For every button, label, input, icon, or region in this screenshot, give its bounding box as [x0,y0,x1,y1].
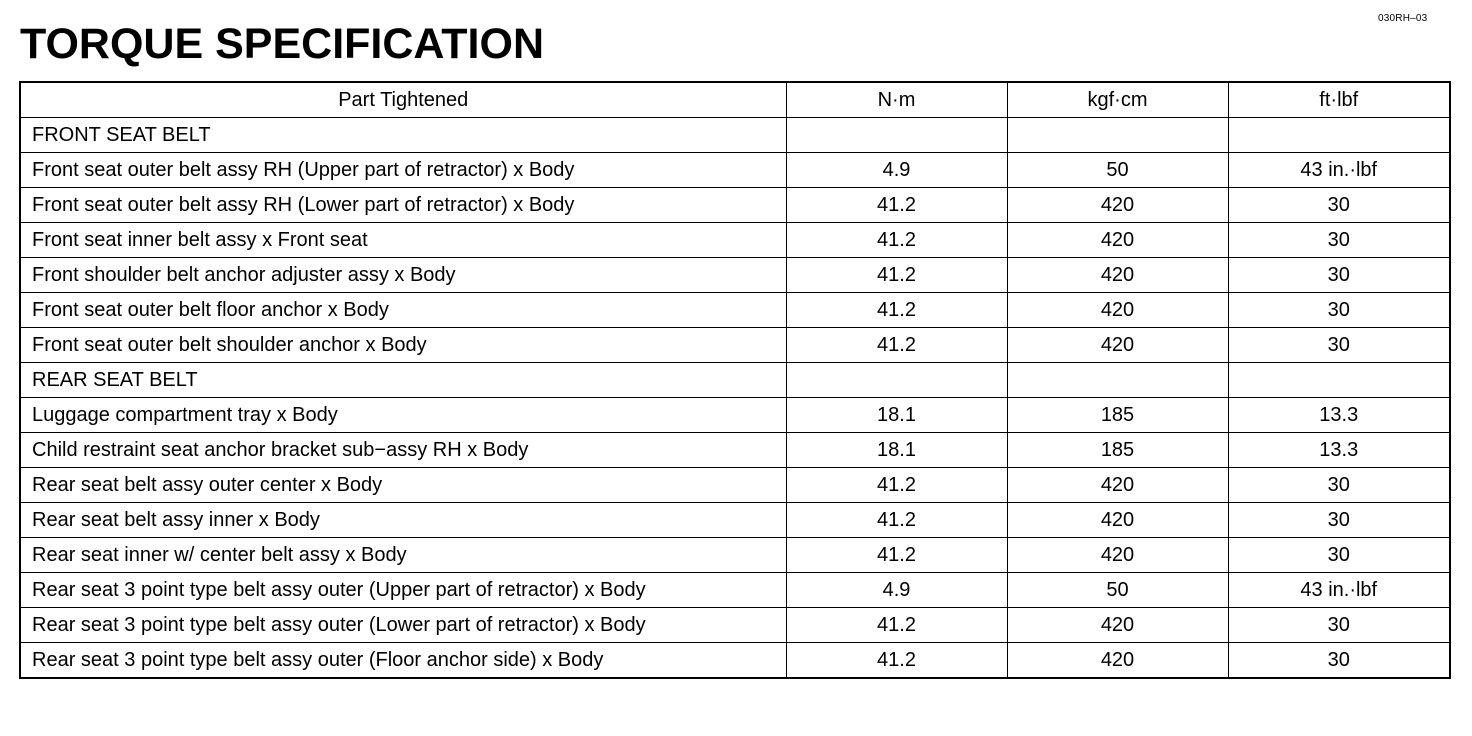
nm-cell: 41.2 [786,468,1007,503]
nm-cell: 18.1 [786,433,1007,468]
nm-cell: 41.2 [786,608,1007,643]
nm-cell: 41.2 [786,223,1007,258]
kgf-cm-cell: 420 [1007,188,1228,223]
kgf-cm-cell: 420 [1007,223,1228,258]
ft-lbf-cell [1228,363,1450,398]
part-cell: Rear seat 3 point type belt assy outer (Lower part of retractor) x Body [20,608,786,643]
table-row [20,223,1450,258]
kgf-cm-cell: 185 [1007,433,1228,468]
document-code: 030RH–03 [1378,13,1428,24]
kgf-cm-cell: 420 [1007,328,1228,363]
kgf-cm-cell: 420 [1007,503,1228,538]
ft-lbf-cell [1228,118,1450,153]
ft-lbf-cell: 13.3 [1228,433,1450,468]
part-cell: Rear seat 3 point type belt assy outer (Upper part of retractor) x Body [20,573,786,608]
kgf-cm-cell [1007,118,1228,153]
kgf-cm-cell: 50 [1007,153,1228,188]
kgf-cm-cell: 420 [1007,258,1228,293]
table-row [20,293,1450,328]
table-row [20,538,1450,573]
part-cell: Child restraint seat anchor bracket sub−assy RH x Body [20,433,786,468]
part-cell: Front seat outer belt assy RH (Lower part of retractor) x Body [20,188,786,223]
part-cell: FRONT SEAT BELT [20,118,786,153]
table-row [20,188,1450,223]
kgf-cm-cell: 420 [1007,468,1228,503]
nm-cell: 41.2 [786,503,1007,538]
part-cell: Luggage compartment tray x Body [20,398,786,433]
ft-lbf-cell: 13.3 [1228,398,1450,433]
ft-lbf-cell: 30 [1228,188,1450,223]
kgf-cm-cell: 420 [1007,538,1228,573]
ft-lbf-cell: 30 [1228,538,1450,573]
part-cell: Front shoulder belt anchor adjuster assy x Body [20,258,786,293]
table-row [20,503,1450,538]
table-row [20,258,1450,293]
part-cell: Rear seat belt assy outer center x Body [20,468,786,503]
kgf-cm-cell: 50 [1007,573,1228,608]
ft-lbf-cell: 30 [1228,223,1450,258]
column-header-kgf-cm: kgf·cm [1007,82,1228,118]
part-cell: Front seat outer belt shoulder anchor x Body [20,328,786,363]
table-row [20,398,1450,433]
ft-lbf-cell: 43 in.·lbf [1228,153,1450,188]
nm-cell: 41.2 [786,328,1007,363]
nm-cell: 41.2 [786,188,1007,223]
kgf-cm-cell [1007,363,1228,398]
nm-cell: 18.1 [786,398,1007,433]
ft-lbf-cell: 30 [1228,643,1450,679]
column-header-ft-lbf: ft·lbf [1228,82,1450,118]
table-row [20,643,1450,679]
part-cell: Rear seat belt assy inner x Body [20,503,786,538]
nm-cell: 4.9 [786,573,1007,608]
ft-lbf-cell: 30 [1228,503,1450,538]
column-header-part: Part Tightened [20,82,786,118]
table-row [20,433,1450,468]
table-body [20,118,1450,679]
kgf-cm-cell: 185 [1007,398,1228,433]
part-cell: Rear seat inner w/ center belt assy x Body [20,538,786,573]
part-cell: Front seat inner belt assy x Front seat [20,223,786,258]
ft-lbf-cell: 30 [1228,608,1450,643]
column-header-nm: N·m [786,82,1007,118]
ft-lbf-cell: 43 in.·lbf [1228,573,1450,608]
part-cell: REAR SEAT BELT [20,363,786,398]
nm-cell: 41.2 [786,643,1007,679]
nm-cell: 41.2 [786,538,1007,573]
table-row [20,328,1450,363]
kgf-cm-cell: 420 [1007,608,1228,643]
ft-lbf-cell: 30 [1228,328,1450,363]
nm-cell: 41.2 [786,258,1007,293]
ft-lbf-cell: 30 [1228,468,1450,503]
ft-lbf-cell: 30 [1228,293,1450,328]
part-cell: Rear seat 3 point type belt assy outer (Floor anchor side) x Body [20,643,786,679]
page-title: TORQUE SPECIFICATION [20,20,544,68]
table-row [20,118,1450,153]
kgf-cm-cell: 420 [1007,293,1228,328]
table-row [20,608,1450,643]
table-row [20,468,1450,503]
table-row [20,363,1450,398]
torque-spec-table [19,81,1451,679]
part-cell: Front seat outer belt floor anchor x Body [20,293,786,328]
ft-lbf-cell: 30 [1228,258,1450,293]
nm-cell: 4.9 [786,153,1007,188]
part-cell: Front seat outer belt assy RH (Upper part of retractor) x Body [20,153,786,188]
table-row [20,153,1450,188]
kgf-cm-cell: 420 [1007,643,1228,679]
nm-cell [786,118,1007,153]
table-header-row [20,82,1450,118]
nm-cell: 41.2 [786,293,1007,328]
table-row [20,573,1450,608]
nm-cell [786,363,1007,398]
